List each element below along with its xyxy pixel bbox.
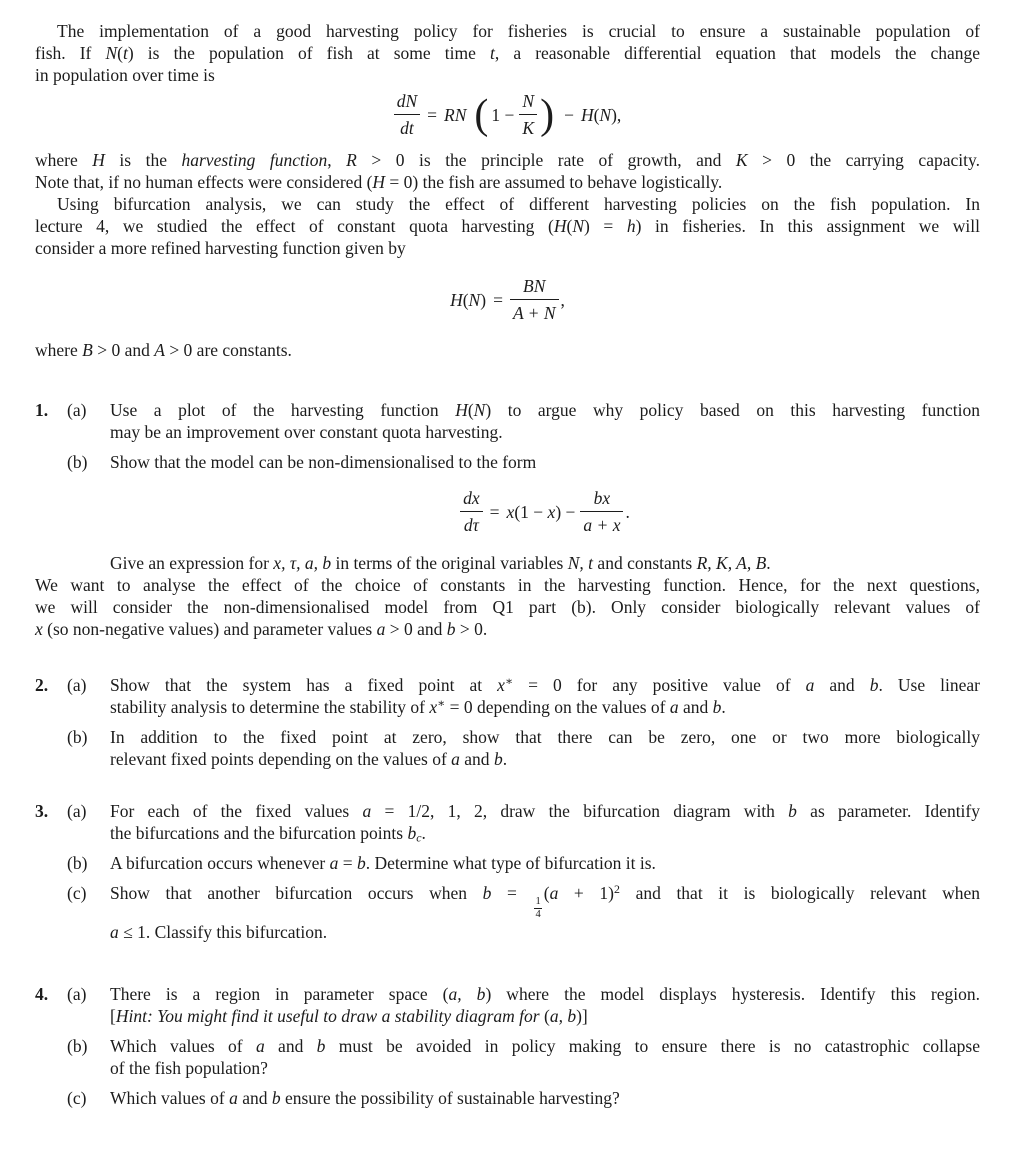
item-text [110,726,980,770]
text-line: we will consider the non-dimensionalised model from Q1 part (b). Only consider biologically relevant values of [35,597,980,617]
math-term: H(N), [580,104,622,125]
big-right-paren: ) [540,91,555,138]
question-1a [35,399,980,443]
text-line: Use a plot of the harvesting function H(N) to argue why policy based on this harvesting function [110,400,980,420]
question-4c [35,1087,980,1109]
minus-sign: − [564,104,574,125]
question-3a [35,800,980,844]
equals-sign: = [489,501,500,522]
item-label: (b) [67,727,88,747]
text-line: For each of the fixed values a = 1/2, 1, 2, draw the bifurcation diagram with b as parameter. Identify [110,801,980,821]
item-label: (a) [67,400,87,420]
text-line: a ≤ 1. Classify this bifurcation. [110,922,328,943]
question-number: 1. [35,400,49,420]
text-line: Using bifurcation analysis, we can study the effect of different harvesting policies on the fish population. In [57,194,980,214]
question-3b [35,852,980,874]
text-line: consider a more refined harvesting function given by [35,238,406,258]
equation-harvesting-function [35,275,980,324]
text-line: relevant fixed points depending on the values of a and b. [110,749,508,769]
text-line: [Hint: You might find it useful to draw a stability diagram for (a, b)] [110,1006,588,1027]
item-label: (c) [67,1088,87,1109]
item-text [110,674,980,718]
bifurcation-intro-paragraph [35,193,980,259]
item-label: (c) [67,883,87,903]
math-term: 1 − [491,104,515,125]
fraction-denominator: a + x [583,515,621,535]
fraction-numerator: N [519,90,537,115]
constants-paragraph [35,339,980,361]
item-text [110,1035,980,1079]
text-line: There is a region in parameter space (a, b) where the model displays hysteresis. Identify this region. [110,984,981,1005]
fraction-dx-dtau [460,487,483,536]
question-4 [35,983,980,1109]
text-line: The implementation of a good harvesting policy for fisheries is crucial to ensure a sustainable population of [57,21,980,41]
text-line: Note that, if no human effects were considered (H = 0) the fish are assumed to behave logistically. [35,172,723,192]
question-number: 4. [35,984,49,1005]
text-line: Give an expression for x, τ, a, b in terms of the original variables N, t and constants R, K, A, B. [110,553,771,573]
equals-sign: = [427,104,437,125]
question-2a [35,674,980,718]
fraction-denominator: A + N [512,303,556,323]
intro-paragraph [35,20,980,86]
question-1b [35,451,980,574]
item-label: (b) [67,853,88,873]
question-2b [35,726,980,770]
fraction-denominator: dτ [463,515,479,535]
text-line: lecture 4, we studied the effect of constant quota harvesting (H(N) = h) in fisheries. In this assignment we will [35,216,980,236]
text-line: Which values of a and b must be avoided in policy making to ensure there is no catastrophic collapse [110,1036,980,1057]
equation-nondimensional-model [110,487,980,536]
text-line: x (so non-negative values) and parameter values a > 0 and b > 0. [35,619,488,639]
fraction-numerator: bx [580,487,623,512]
question-1 [35,399,980,574]
item-label: (b) [67,452,88,472]
fraction-denominator: K [522,118,535,138]
item-label: (b) [67,1036,88,1057]
text-line: stability analysis to determine the stability of x∗ = 0 depending on the values of a and b. [110,696,726,717]
fraction-N-K [519,90,537,139]
equation-population-model [35,90,980,139]
item-text [110,882,980,943]
comma: , [560,289,565,310]
math-term: H(N) [450,289,487,310]
text-line: where H is the harvesting function, R > 0 is the principle rate of growth, and K > 0 the carrying capacity. [35,150,980,170]
item-text [110,852,980,874]
text-line: fish. If N(t) is the population of fish at some time t, a reasonable differential equation that models the change [35,43,980,63]
text-line: Show that another bifurcation occurs when b = $\frac{1}{4}$ $(a + 1)^2$ and that it is biologically relevant when [110,882,981,921]
math-term: x(1 − x) − [506,501,576,522]
item-text [110,983,980,1027]
question-number: 3. [35,801,49,821]
fraction-bx-ax [580,487,623,536]
big-left-paren: ( [474,91,489,138]
text-line: in population over time is [35,65,215,85]
question-4a [35,983,980,1027]
item-text [110,1087,980,1109]
fraction-dN-dt [394,90,420,139]
item-text [110,451,980,574]
question-4b [35,1035,980,1079]
question-3 [35,800,980,943]
item-text [110,800,980,844]
item-label: (a) [67,675,87,695]
text-line: Show that the system has a fixed point at x∗ = 0 for any positive value of a and b. Use linear [110,674,980,695]
fraction-numerator: dx [460,487,483,512]
question-number: 2. [35,675,49,695]
text-line: Show that the model can be non-dimensionalised to the form [110,452,537,472]
text-line: the bifurcations and the bifurcation points $b_c$. [110,823,426,845]
item-label: (a) [67,984,87,1005]
where-H-paragraph [35,149,980,193]
text-line: We want to analyse the effect of the choice of constants in the harvesting function. Hence, for the next questions, [35,575,980,595]
question-2 [35,674,980,770]
fraction-denominator: dt [400,118,414,138]
item-text [110,399,980,443]
text-line: A bifurcation occurs whenever a = b. Determine what type of bifurcation it is. [110,853,656,873]
text-line: may be an improvement over constant quota harvesting. [110,422,503,442]
fraction-numerator: BN [510,275,559,300]
equals-sign: = [493,289,503,310]
text-line: where B > 0 and A > 0 are constants. [35,340,292,360]
text-line: of the fish population? [110,1058,268,1079]
item-label: (a) [67,801,87,821]
question-3c [35,882,980,943]
text-line: Which values of a and b ensure the possibility of sustainable harvesting? [110,1088,620,1109]
fraction-BN-AN [510,275,559,324]
math-term: RN [444,104,467,125]
fraction-numerator: dN [394,90,420,115]
text-line: In addition to the fixed point at zero, show that there can be zero, one or two more biologically [110,727,980,747]
period: . [625,501,630,522]
analysis-paragraph [35,574,980,640]
